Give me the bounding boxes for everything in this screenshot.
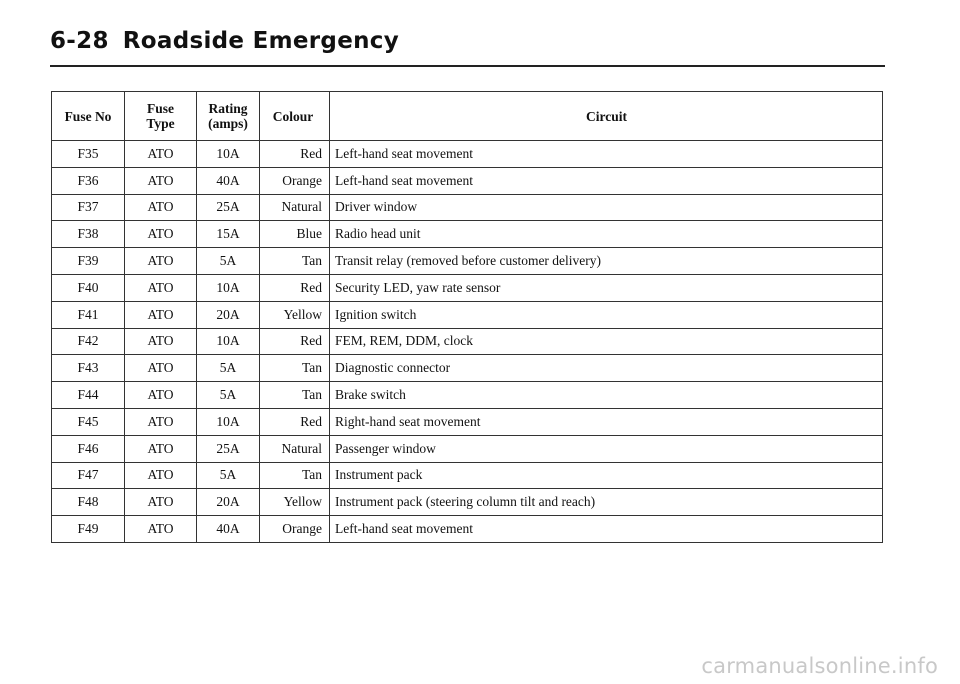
cell-colour: Tan — [260, 248, 330, 275]
cell-fuse-type: ATO — [125, 167, 197, 194]
cell-colour: Red — [260, 408, 330, 435]
table-row — [52, 435, 883, 462]
cell-colour: Red — [260, 274, 330, 301]
cell-fuse-no: F46 — [52, 435, 125, 462]
cell-fuse-type: ATO — [125, 221, 197, 248]
table-row — [52, 248, 883, 275]
cell-colour: Tan — [260, 382, 330, 409]
cell-fuse-no: F49 — [52, 516, 125, 543]
cell-fuse-type: ATO — [125, 141, 197, 168]
cell-rating: 5A — [197, 355, 260, 382]
fuse-table — [51, 91, 883, 543]
cell-colour: Tan — [260, 355, 330, 382]
cell-fuse-no: F37 — [52, 194, 125, 221]
table-row — [52, 194, 883, 221]
column-header-rating — [197, 92, 260, 141]
cell-rating: 20A — [197, 301, 260, 328]
cell-fuse-no: F48 — [52, 489, 125, 516]
cell-circuit: Left-hand seat movement — [330, 167, 883, 194]
table-row — [52, 516, 883, 543]
cell-fuse-no: F35 — [52, 141, 125, 168]
cell-circuit: FEM, REM, DDM, clock — [330, 328, 883, 355]
cell-rating: 10A — [197, 141, 260, 168]
cell-fuse-type: ATO — [125, 408, 197, 435]
page-number: 6-28 — [50, 28, 109, 54]
cell-rating: 40A — [197, 167, 260, 194]
table-row — [52, 167, 883, 194]
cell-fuse-no: F45 — [52, 408, 125, 435]
column-header-line: (amps) — [208, 116, 248, 131]
cell-circuit: Instrument pack — [330, 462, 883, 489]
cell-circuit: Ignition switch — [330, 301, 883, 328]
table-row — [52, 328, 883, 355]
cell-rating: 5A — [197, 462, 260, 489]
cell-fuse-no: F44 — [52, 382, 125, 409]
cell-fuse-no: F36 — [52, 167, 125, 194]
cell-colour: Red — [260, 141, 330, 168]
page-header — [50, 28, 399, 54]
cell-fuse-no: F42 — [52, 328, 125, 355]
cell-rating: 40A — [197, 516, 260, 543]
table-row — [52, 489, 883, 516]
column-header-line: Type — [146, 116, 175, 131]
cell-circuit: Instrument pack (steering column tilt and reach) — [330, 489, 883, 516]
cell-rating: 15A — [197, 221, 260, 248]
cell-fuse-type: ATO — [125, 328, 197, 355]
cell-circuit: Brake switch — [330, 382, 883, 409]
cell-fuse-type: ATO — [125, 248, 197, 275]
cell-fuse-type: ATO — [125, 194, 197, 221]
table-row — [52, 274, 883, 301]
cell-rating: 5A — [197, 382, 260, 409]
cell-rating: 25A — [197, 194, 260, 221]
table-row — [52, 301, 883, 328]
table-row — [52, 141, 883, 168]
table-row — [52, 408, 883, 435]
cell-colour: Natural — [260, 194, 330, 221]
column-header-fuse-no — [52, 92, 125, 141]
cell-fuse-no: F41 — [52, 301, 125, 328]
cell-fuse-no: F47 — [52, 462, 125, 489]
table-row — [52, 382, 883, 409]
cell-circuit: Passenger window — [330, 435, 883, 462]
cell-fuse-no: F38 — [52, 221, 125, 248]
cell-rating: 10A — [197, 328, 260, 355]
table-row — [52, 462, 883, 489]
cell-circuit: Driver window — [330, 194, 883, 221]
cell-fuse-type: ATO — [125, 355, 197, 382]
column-header-line: Colour — [272, 108, 314, 124]
table-header-row — [52, 92, 883, 141]
column-header-line: Circuit — [586, 108, 627, 124]
table-row — [52, 355, 883, 382]
column-header-line: Rating — [208, 101, 248, 116]
cell-colour: Red — [260, 328, 330, 355]
cell-fuse-type: ATO — [125, 516, 197, 543]
cell-rating: 10A — [197, 408, 260, 435]
column-header-colour — [260, 92, 330, 141]
cell-colour: Natural — [260, 435, 330, 462]
cell-circuit: Right-hand seat movement — [330, 408, 883, 435]
cell-fuse-type: ATO — [125, 274, 197, 301]
cell-fuse-no: F40 — [52, 274, 125, 301]
cell-circuit: Left-hand seat movement — [330, 516, 883, 543]
cell-rating: 20A — [197, 489, 260, 516]
cell-colour: Orange — [260, 167, 330, 194]
cell-fuse-type: ATO — [125, 382, 197, 409]
cell-fuse-type: ATO — [125, 462, 197, 489]
column-header-line: Fuse — [147, 101, 174, 116]
cell-fuse-type: ATO — [125, 301, 197, 328]
cell-circuit: Diagnostic connector — [330, 355, 883, 382]
header-divider — [50, 65, 885, 67]
cell-rating: 10A — [197, 274, 260, 301]
column-header-fuse-type — [125, 92, 197, 141]
cell-colour: Yellow — [260, 301, 330, 328]
cell-rating: 25A — [197, 435, 260, 462]
cell-circuit: Security LED, yaw rate sensor — [330, 274, 883, 301]
cell-circuit: Radio head unit — [330, 221, 883, 248]
cell-fuse-no: F39 — [52, 248, 125, 275]
cell-fuse-type: ATO — [125, 489, 197, 516]
cell-circuit: Left-hand seat movement — [330, 141, 883, 168]
cell-fuse-no: F43 — [52, 355, 125, 382]
cell-colour: Yellow — [260, 489, 330, 516]
column-header-circuit — [330, 92, 883, 141]
cell-colour: Tan — [260, 462, 330, 489]
table-row — [52, 221, 883, 248]
cell-circuit: Transit relay (removed before customer delivery) — [330, 248, 883, 275]
cell-fuse-type: ATO — [125, 435, 197, 462]
cell-colour: Orange — [260, 516, 330, 543]
cell-rating: 5A — [197, 248, 260, 275]
cell-colour: Blue — [260, 221, 330, 248]
page-title: Roadside Emergency — [122, 28, 399, 54]
watermark-text: carmanualsonline.info — [701, 654, 938, 678]
column-header-line: Fuse No — [64, 108, 112, 124]
